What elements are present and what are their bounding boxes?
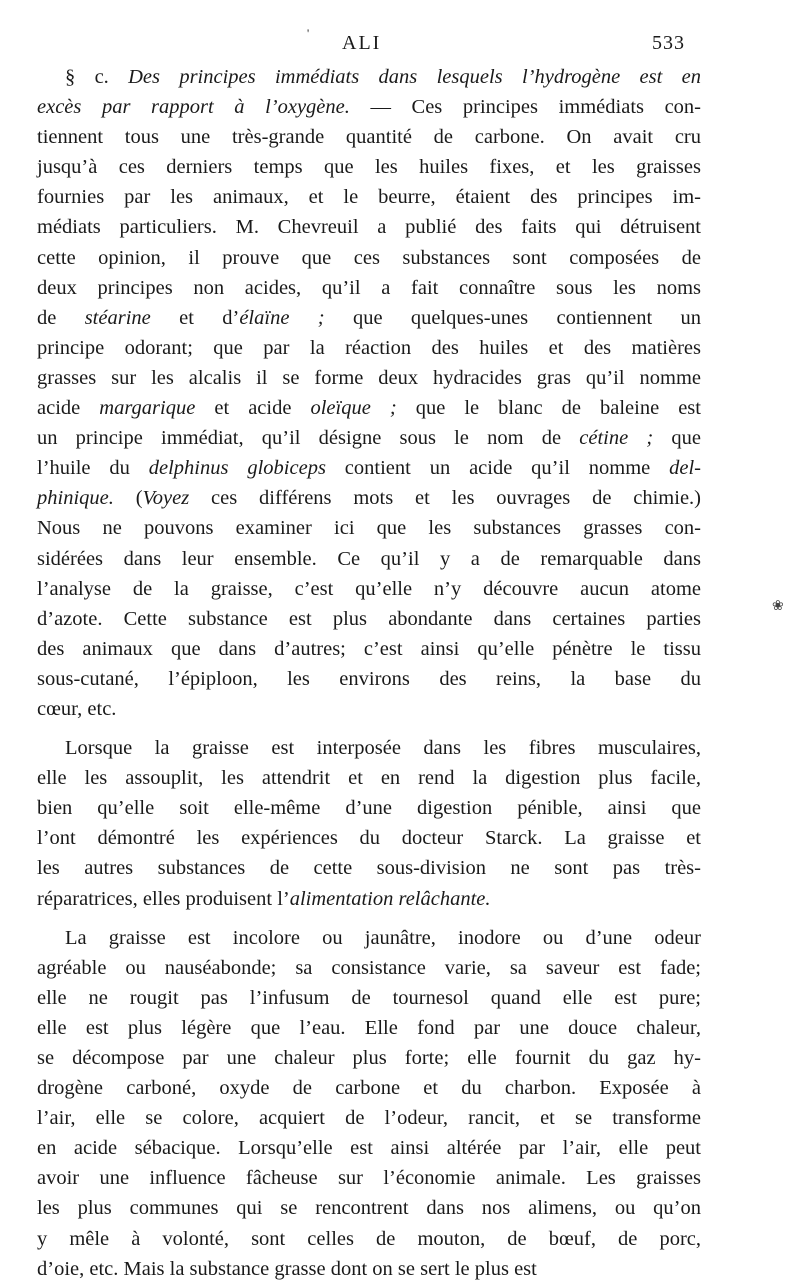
text-line: fournies par les animaux, et le beurre, étaient des principes im- xyxy=(37,186,701,209)
italic-text: oleïque ; xyxy=(310,397,397,420)
text-line: l’ont démontré les expériences du docteur Starck. La graisse et xyxy=(37,827,701,850)
text-line: agréable ou nauséabonde; sa consistance varie, sa saveur est fade; xyxy=(37,956,701,979)
text-line: en acide sébacique. Lorsqu’elle est ainsi altérée par l’air, elle peut xyxy=(37,1137,701,1160)
text-line: grasses sur les alcalis il se forme deux hydracides gras qu’il nomme xyxy=(37,366,701,389)
text-line: bien qu’elle soit elle-même d’une digestion pénible, ainsi que xyxy=(37,797,701,820)
italic-text: margarique xyxy=(99,397,196,420)
italic-text: élaïne ; xyxy=(239,306,325,329)
italic-text: Voyez xyxy=(142,487,190,510)
body-text xyxy=(37,62,701,1284)
text-line: deux principes non acides, qu’il a fait connaître sous les noms xyxy=(37,276,701,299)
text-line: acide margarique et acide oleïque ; que le blanc de baleine est xyxy=(37,397,701,420)
italic-text: phinique. xyxy=(37,487,114,510)
running-head-mark: ' xyxy=(307,26,310,40)
text-line: drogène carboné, oxyde de carbone et du charbon. Exposée à xyxy=(37,1077,701,1100)
running-head xyxy=(0,26,800,56)
italic-text: stéarine xyxy=(84,306,151,329)
text-line: d’oie, etc. Mais la substance grasse dont on se sert le plus est xyxy=(37,1257,537,1280)
text-line: sous-cutané, l’épiploon, les environs des reins, la base du xyxy=(37,667,701,690)
text-line: principe odorant; que par la réaction des huiles et des matières xyxy=(37,336,701,359)
paragraph xyxy=(37,923,701,1284)
text-line: elle est plus légère que l’eau. Elle fond par une douce chaleur, xyxy=(37,1016,701,1039)
text-line: les plus communes qui se rencontrent dans nos alimens, ou qu’on xyxy=(37,1197,701,1220)
page-number: 533 xyxy=(652,32,685,54)
italic-text: delphinus globiceps xyxy=(148,457,326,480)
text-line: excès par rapport à l’oxygène. — Ces principes immédiats con- xyxy=(37,96,701,119)
paragraph xyxy=(37,733,701,914)
text-line: des animaux que dans d’autres; c’est ainsi qu’elle pénètre le tissu xyxy=(37,637,701,660)
text-line: sidérées dans leur ensemble. Ce qu’il y a de remarquable dans xyxy=(37,547,701,570)
text-line: y mêle à volonté, sont celles de mouton, de bœuf, de porc, xyxy=(37,1227,701,1250)
paragraph xyxy=(37,62,701,724)
text-line: se décompose par une chaleur plus forte; elle fournit du gaz hy- xyxy=(37,1047,701,1069)
text-line: tiennent tous une très-grande quantité de carbone. On avait cru xyxy=(37,126,701,149)
text-line: jusqu’à ces derniers temps que les huiles fixes, et les graisses xyxy=(37,156,701,179)
text-line: cœur, etc. xyxy=(37,697,117,720)
text-line: elle ne rougit pas l’infusum de tournesol quand elle est pure; xyxy=(37,986,701,1009)
italic-text: alimentation relâchante. xyxy=(289,887,491,910)
text-line: elle les assouplit, les attendrit et en rend la digestion plus facile, xyxy=(37,767,701,790)
text-line: l’analyse de la graisse, c’est qu’elle n’y découvre aucun atome xyxy=(37,577,701,600)
text-line: d’azote. Cette substance est plus abondante dans certaines parties xyxy=(37,607,701,630)
text-line: l’air, elle se colore, acquiert de l’odeur, rancit, et se transforme xyxy=(37,1107,701,1130)
italic-text: del- xyxy=(669,457,702,480)
text-line: les autres substances de cette sous-division ne sont pas très- xyxy=(37,857,701,880)
running-head-title: ALI xyxy=(342,32,382,54)
text-line: réparatrices, elles produisent l’alimentation relâchante. xyxy=(37,887,491,910)
text-line: l’huile du delphinus globiceps contient un acide qu’il nomme del- xyxy=(37,457,702,480)
text-line: avoir une influence fâcheuse sur l’économie animale. Les graisses xyxy=(37,1167,701,1190)
text-line: de stéarine et d’élaïne ; que quelques-unes contiennent un xyxy=(37,306,701,329)
text-line: phinique. (Voyez ces différens mots et les ouvrages de chimie.) xyxy=(37,487,701,510)
margin-ornament: ❀ xyxy=(772,599,784,614)
text-line: un principe immédiat, qu’il désigne sous le nom de cétine ; que xyxy=(37,427,701,450)
italic-text: Des principes immédiats dans lesquels l’hydrogène est en xyxy=(128,66,701,88)
text-line: Lorsque la graisse est interposée dans les fibres musculaires, xyxy=(65,737,701,760)
text-line: Nous ne pouvons examiner ici que les substances grasses con- xyxy=(37,517,701,540)
text-line: cette opinion, il prouve que ces substances sont composées de xyxy=(37,246,701,269)
text-line: La graisse est incolore ou jaunâtre, inodore ou d’une odeur xyxy=(65,926,701,949)
italic-text: excès par rapport à l’oxygène. xyxy=(37,96,350,119)
text-line: § c. Des principes immédiats dans lesquels l’hydrogène est en xyxy=(65,66,701,88)
italic-text: cétine ; xyxy=(579,427,654,450)
text-line: médiats particuliers. M. Chevreuil a publié des faits qui détruisent xyxy=(37,216,701,239)
